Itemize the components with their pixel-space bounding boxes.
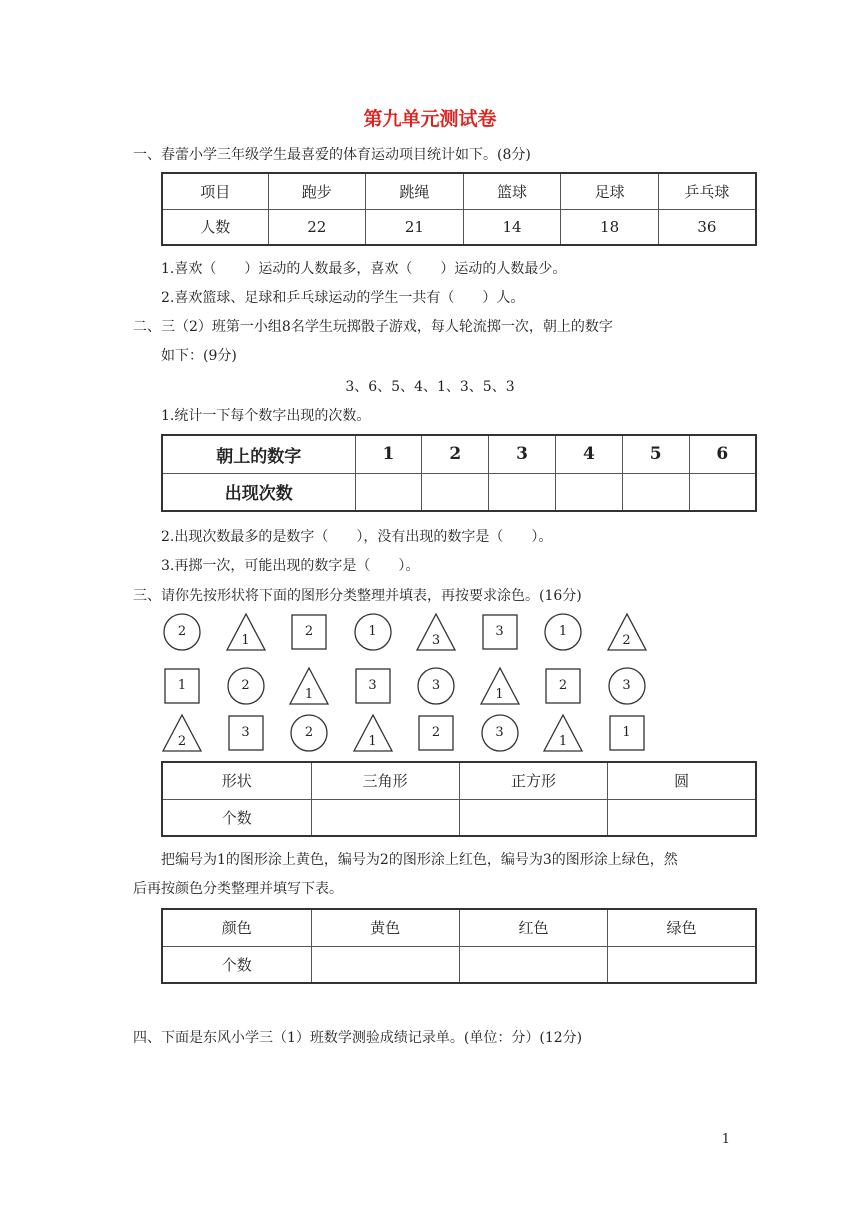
circle-shape[interactable] bbox=[162, 612, 202, 652]
shape-number-label: 1 bbox=[558, 734, 568, 749]
triangle-shape[interactable] bbox=[289, 666, 329, 706]
shape-number-label: 3 bbox=[431, 678, 441, 693]
triangle-shape[interactable] bbox=[607, 612, 647, 652]
q1-header-row bbox=[162, 173, 756, 209]
circle-shape[interactable] bbox=[289, 713, 329, 753]
q1-prompt: 一、春蕾小学三年级学生最喜爱的体育运动项目统计如下。(8分) bbox=[133, 147, 531, 163]
color-answer-row bbox=[162, 946, 756, 983]
shape-number-label: 3 bbox=[368, 678, 377, 693]
q2-table bbox=[161, 434, 757, 512]
dice-sequence: 3、6、5、4、1、3、5、3 bbox=[345, 379, 515, 395]
color-header-row bbox=[162, 909, 756, 946]
color-header-cell: 绿色 bbox=[608, 909, 756, 946]
shape-number-label: 3 bbox=[495, 725, 504, 740]
q2-header-cell: 朝上的数字 bbox=[162, 435, 355, 473]
shape-number-label: 3 bbox=[431, 633, 441, 648]
square-shape[interactable] bbox=[353, 666, 393, 706]
q2-row-label: 出现次数 bbox=[162, 473, 355, 511]
q1-value-cell: 18 bbox=[561, 209, 659, 245]
shape-number-label: 2 bbox=[177, 624, 187, 639]
color-row-label: 个数 bbox=[162, 946, 311, 983]
triangle-shape[interactable] bbox=[353, 713, 393, 753]
shape-answer-cell[interactable] bbox=[459, 799, 607, 836]
shape-number-label: 3 bbox=[495, 624, 504, 639]
q1-row-label: 人数 bbox=[162, 209, 268, 245]
square-shape[interactable] bbox=[543, 666, 583, 706]
shape-number-label: 2 bbox=[304, 624, 314, 639]
shape-number-label: 2 bbox=[177, 734, 187, 749]
circle-shape[interactable] bbox=[353, 612, 393, 652]
shape-answer-row bbox=[162, 799, 756, 836]
shape-number-label: 2 bbox=[622, 633, 631, 648]
q1-table bbox=[161, 172, 757, 246]
q4-prompt: 四、下面是东风小学三（1）班数学测验成绩记录单。(单位：分）(12分) bbox=[133, 1030, 583, 1046]
q2-header-cell: 1 bbox=[355, 435, 422, 473]
shape-number-label: 1 bbox=[304, 687, 314, 702]
q2-answer-cell[interactable] bbox=[689, 473, 756, 511]
q1-value-cell: 36 bbox=[658, 209, 756, 245]
q1-header-cell: 跑步 bbox=[268, 173, 366, 209]
square-shape[interactable] bbox=[226, 713, 266, 753]
shape-number-label: 1 bbox=[495, 687, 504, 702]
color-header-cell: 红色 bbox=[459, 909, 607, 946]
shape-header-cell: 形状 bbox=[162, 762, 311, 799]
shape-count-table bbox=[161, 761, 757, 837]
circle-shape[interactable] bbox=[416, 666, 456, 706]
shape-number-label: 1 bbox=[177, 678, 187, 693]
q1-data-row bbox=[162, 209, 756, 245]
q1-header-cell: 项目 bbox=[162, 173, 268, 209]
square-shape[interactable] bbox=[416, 713, 456, 753]
shape-header-cell: 三角形 bbox=[311, 762, 459, 799]
q2-header-cell: 2 bbox=[422, 435, 489, 473]
q2-answer-cell[interactable] bbox=[555, 473, 622, 511]
triangle-shape[interactable] bbox=[480, 666, 520, 706]
color-count-table bbox=[161, 908, 757, 984]
q2-header-cell: 4 bbox=[555, 435, 622, 473]
q2-sub1: 1.统计一下每个数字出现的次数。 bbox=[161, 408, 371, 424]
q1-value-cell: 14 bbox=[463, 209, 561, 245]
circle-shape[interactable] bbox=[480, 713, 520, 753]
shape-row-label: 个数 bbox=[162, 799, 311, 836]
color-header-cell: 黄色 bbox=[311, 909, 459, 946]
q2-sub2: 2.出现次数最多的是数字（ ），没有出现的数字是（ ）。 bbox=[161, 529, 553, 545]
triangle-shape[interactable] bbox=[416, 612, 456, 652]
q2-header-cell: 3 bbox=[489, 435, 556, 473]
shape-number-label: 1 bbox=[241, 633, 250, 648]
q1-header-cell: 足球 bbox=[561, 173, 659, 209]
triangle-shape[interactable] bbox=[543, 713, 583, 753]
q2-answer-cell[interactable] bbox=[422, 473, 489, 511]
shape-number-label: 1 bbox=[558, 624, 568, 639]
square-shape[interactable] bbox=[162, 666, 202, 706]
q2-answer-cell[interactable] bbox=[489, 473, 556, 511]
shape-number-label: 1 bbox=[622, 725, 631, 740]
square-shape[interactable] bbox=[480, 612, 520, 652]
shape-number-label: 2 bbox=[431, 725, 441, 740]
q2-answer-cell[interactable] bbox=[622, 473, 689, 511]
shape-answer-cell[interactable] bbox=[311, 799, 459, 836]
q2-sub3: 3.再掷一次，可能出现的数字是（ ）。 bbox=[161, 558, 420, 574]
circle-shape[interactable] bbox=[226, 666, 266, 706]
shape-number-label: 1 bbox=[368, 734, 377, 749]
shape-number-label: 3 bbox=[241, 725, 250, 740]
shape-header-cell: 圆 bbox=[608, 762, 756, 799]
page-number: 1 bbox=[721, 1132, 730, 1147]
q1-value-cell: 22 bbox=[268, 209, 366, 245]
circle-shape[interactable] bbox=[543, 612, 583, 652]
shape-number-label: 2 bbox=[241, 678, 250, 693]
shape-number-label: 2 bbox=[558, 678, 568, 693]
q1-header-cell: 跳绳 bbox=[366, 173, 464, 209]
circle-shape[interactable] bbox=[607, 666, 647, 706]
shape-number-label: 1 bbox=[368, 624, 377, 639]
q1-sub2: 2.喜欢篮球、足球和乒乓球运动的学生一共有（ ）人。 bbox=[161, 290, 525, 306]
triangle-shape[interactable] bbox=[162, 713, 202, 753]
q2-answer-cell[interactable] bbox=[355, 473, 422, 511]
shape-number-label: 2 bbox=[304, 725, 314, 740]
q3-prompt: 三、请你先按形状将下面的图形分类整理并填表，再按要求涂色。(16分) bbox=[133, 588, 582, 604]
shape-header-cell: 正方形 bbox=[459, 762, 607, 799]
q2-prompt: 二、三（2）班第一小组8名学生玩掷骰子游戏，每人轮流掷一次，朝上的数字 bbox=[133, 319, 613, 335]
color-header-cell: 颜色 bbox=[162, 909, 311, 946]
color-instruction-line1: 把编号为1的图形涂上黄色，编号为2的图形涂上红色，编号为3的图形涂上绿色，然 bbox=[161, 852, 678, 868]
shape-header-row bbox=[162, 762, 756, 799]
q1-value-cell: 21 bbox=[366, 209, 464, 245]
q1-header-cell: 乒乓球 bbox=[658, 173, 756, 209]
color-answer-cell[interactable] bbox=[311, 946, 459, 983]
shape-number-label: 3 bbox=[622, 678, 631, 693]
square-shape[interactable] bbox=[289, 612, 329, 652]
color-instruction-line2: 后再按颜色分类整理并填写下表。 bbox=[133, 881, 343, 897]
square-shape[interactable] bbox=[607, 713, 647, 753]
q1-sub1: 1.喜欢（ ）运动的人数最多，喜欢（ ）运动的人数最少。 bbox=[161, 261, 567, 277]
triangle-shape[interactable] bbox=[226, 612, 266, 652]
q2-header-cell: 6 bbox=[689, 435, 756, 473]
q2-header-row bbox=[162, 435, 756, 473]
q1-header-cell: 篮球 bbox=[463, 173, 561, 209]
q2-answer-row bbox=[162, 473, 756, 511]
shape-answer-cell[interactable] bbox=[608, 799, 756, 836]
page-title: 第九单元测试卷 bbox=[363, 108, 497, 130]
color-answer-cell[interactable] bbox=[608, 946, 756, 983]
q2-prompt-cont: 如下：(9分) bbox=[161, 348, 237, 364]
q2-header-cell: 5 bbox=[622, 435, 689, 473]
color-answer-cell[interactable] bbox=[459, 946, 607, 983]
